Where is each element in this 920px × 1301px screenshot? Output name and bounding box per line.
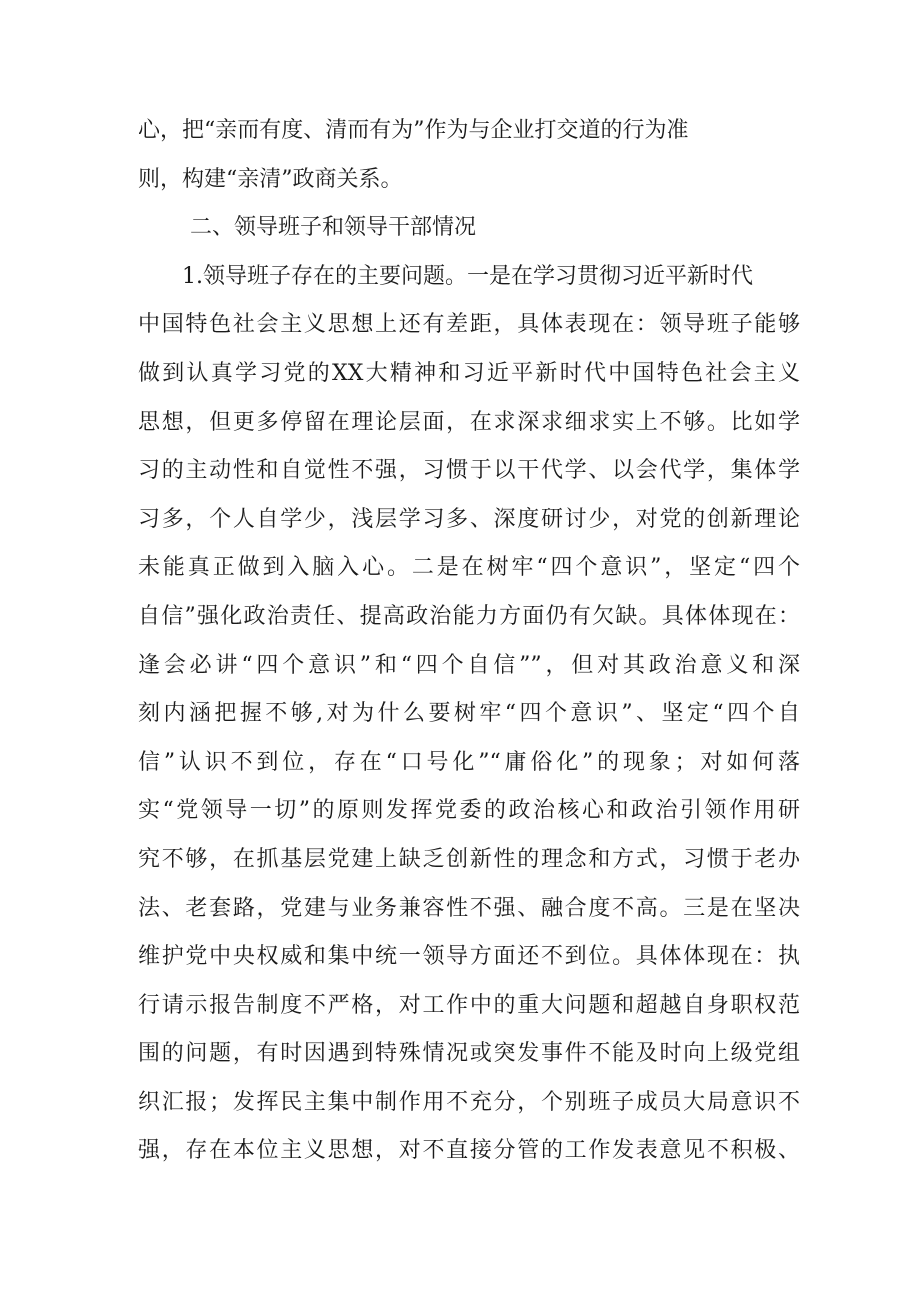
text-line: 信”认识不到位，存在“口号化”“庸俗化”的现象；对如何落 — [138, 749, 800, 775]
text-line: 围的问题，有时因遇到特殊情况或突发事件不能及时向上级党组 — [138, 1041, 800, 1067]
text-line: 习多，个人自学少，浅层学习多、深度研讨少，对党的创新理论 — [138, 506, 800, 532]
text-line: 中国特色社会主义思想上还有差距，具体表现在：领导班子能够 — [138, 312, 800, 338]
text-line: 织汇报；发挥民主集中制作用不充分，个别班子成员大局意识不 — [138, 1089, 800, 1115]
document-body — [138, 107, 800, 1176]
text-line: 究不够，在抓基层党建上缺乏创新性的理念和方式，习惯于老办 — [138, 846, 800, 872]
section-heading: 二、领导班子和领导干部情况 — [190, 215, 477, 241]
text-line: 刻内涵把握不够,对为什么要树牢“四个意识”、坚定“四个自 — [138, 701, 800, 727]
text-line: 行请示报告制度不严格，对工作中的重大问题和超越自身职权范 — [138, 992, 800, 1018]
text-line: 维护党中央权威和集中统一领导方面还不到位。具体体现在：执 — [138, 944, 800, 970]
text-line: 逢会必讲“四个意识”和“四个自信””，但对其政治意义和深 — [138, 652, 800, 678]
text-line: 习的主动性和自觉性不强，习惯于以干代学、以会代学，集体学 — [138, 458, 800, 484]
paragraph-first-line: 1.领导班子存在的主要问题。一是在学习贯彻习近平新时代 — [182, 263, 753, 289]
text-line: 强，存在本位主义思想，对不直接分管的工作发表意见不积极、 — [138, 1138, 800, 1164]
text-line: 思想，但更多停留在理论层面，在求深求细求实上不够。比如学 — [138, 409, 800, 435]
text-line: 做到认真学习党的XX大精神和习近平新时代中国特色社会主义 — [138, 360, 800, 386]
text-line: 未能真正做到入脑入心。二是在树牢“四个意识”，坚定“四个 — [138, 555, 800, 581]
text-line: 法、老套路，党建与业务兼容性不强、融合度不高。三是在坚决 — [138, 895, 800, 921]
text-line: 实“党领导一切”的原则发挥党委的政治核心和政治引领作用研 — [138, 798, 800, 824]
text-line: 则，构建“亲清”政商关系。 — [138, 166, 403, 192]
text-line: 自信”强化政治责任、提高政治能力方面仍有欠缺。具体体现在： — [138, 603, 800, 629]
text-line: 心，把“亲而有度、清而有为”作为与企业打交道的行为准 — [138, 118, 689, 143]
